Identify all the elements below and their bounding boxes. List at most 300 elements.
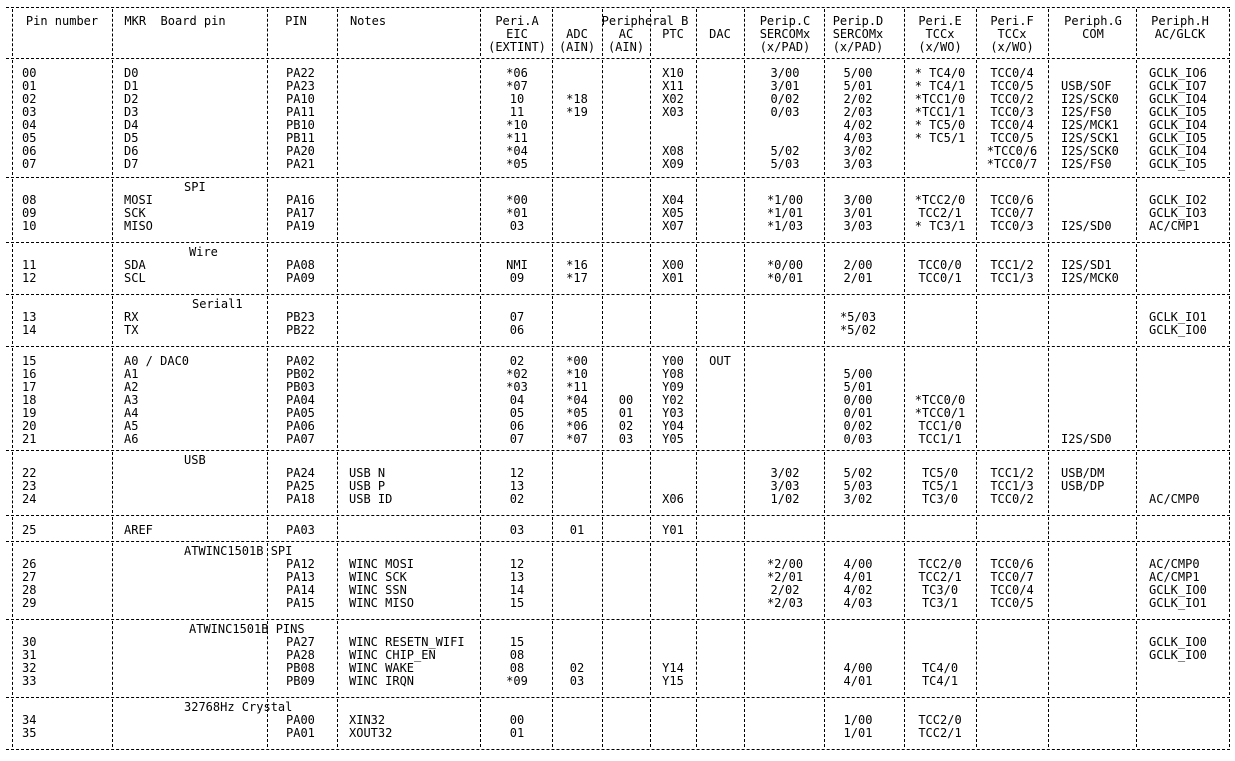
cell-peri-e: TCC1/0 xyxy=(918,419,962,433)
cell-periph-h: GCLK_IO5 xyxy=(1149,131,1207,145)
cell-periph-h: GCLK_IO4 xyxy=(1149,144,1207,158)
cell-ptc: X09 xyxy=(662,157,684,171)
cell-periph-h: GCLK_IO2 xyxy=(1149,193,1207,207)
cell-pin-number: 23 xyxy=(22,479,37,493)
header-cell: AC xyxy=(618,27,634,41)
cell-mkr-board-pin: D0 xyxy=(124,66,139,80)
header-cell: AC/GLCK xyxy=(1154,27,1206,41)
cell-adc: *06 xyxy=(566,419,588,433)
column-divider xyxy=(12,621,13,695)
cell-mkr-board-pin: A6 xyxy=(124,432,139,446)
column-divider xyxy=(1048,699,1049,747)
header-cell: Periph.H xyxy=(1151,14,1209,28)
column-divider xyxy=(904,348,905,448)
cell-perip-c: 3/01 xyxy=(770,79,800,93)
cell-pin: PA21 xyxy=(286,157,315,171)
cell-periph-h: GCLK_IO0 xyxy=(1149,635,1207,649)
cell-mkr-board-pin: A1 xyxy=(124,367,139,381)
cell-peri-a: 02 xyxy=(509,354,525,368)
cell-ptc: Y15 xyxy=(662,674,684,688)
column-divider xyxy=(12,244,13,292)
column-divider xyxy=(650,621,651,695)
cell-peri-f: TCC0/5 xyxy=(990,131,1034,145)
column-divider xyxy=(552,296,553,344)
cell-pin-number: 17 xyxy=(22,380,37,394)
cell-ptc: X00 xyxy=(662,258,684,272)
cell-mkr-board-pin: AREF xyxy=(124,523,153,537)
cell-perip-d: *5/03 xyxy=(839,310,877,324)
column-divider xyxy=(552,179,553,240)
column-divider xyxy=(976,452,977,513)
cell-peri-a: 03 xyxy=(509,219,525,233)
cell-mkr-board-pin: D5 xyxy=(124,131,139,145)
column-divider xyxy=(602,699,603,747)
column-divider xyxy=(1229,296,1230,344)
cell-peri-a: 15 xyxy=(509,596,525,610)
column-divider xyxy=(904,296,905,344)
cell-peri-f: TCC1/2 xyxy=(990,258,1034,272)
header-cell: TCCx xyxy=(925,27,955,41)
cell-periph-g: I2S/SCK1 xyxy=(1061,131,1119,145)
cell-peri-f: TCC0/3 xyxy=(990,219,1034,233)
cell-perip-c: 2/02 xyxy=(770,583,800,597)
cell-perip-d: 5/00 xyxy=(843,367,873,381)
cell-periph-g: I2S/FS0 xyxy=(1061,157,1112,171)
column-divider xyxy=(12,452,13,513)
cell-perip-d: 3/00 xyxy=(843,193,873,207)
cell-peri-f: TCC0/7 xyxy=(990,206,1034,220)
cell-pin-number: 20 xyxy=(22,419,37,433)
cell-peri-a: *05 xyxy=(506,157,528,171)
cell-pin-number: 11 xyxy=(22,258,37,272)
column-divider xyxy=(976,517,977,539)
cell-pin-number: 29 xyxy=(22,596,37,610)
cell-periph-h: GCLK_IO1 xyxy=(1149,310,1207,324)
column-divider xyxy=(112,244,113,292)
cell-peri-a: 04 xyxy=(509,393,525,407)
column-divider xyxy=(904,699,905,747)
cell-peri-a: *00 xyxy=(506,193,528,207)
column-divider xyxy=(480,517,481,539)
cell-perip-c: 0/03 xyxy=(770,105,800,119)
cell-peri-e: * TC4/1 xyxy=(914,79,966,93)
column-divider xyxy=(267,348,268,448)
separator-line xyxy=(6,697,1230,698)
cell-peri-f: TCC0/6 xyxy=(990,193,1034,207)
cell-perip-c: *2/03 xyxy=(766,596,804,610)
cell-adc: 01 xyxy=(569,523,585,537)
cell-adc: *10 xyxy=(566,367,588,381)
cell-peri-a: 05 xyxy=(509,406,525,420)
cell-peri-e: *TCC0/1 xyxy=(914,406,966,420)
column-divider xyxy=(480,179,481,240)
column-divider xyxy=(904,517,905,539)
column-divider xyxy=(904,244,905,292)
column-divider xyxy=(1136,517,1137,539)
column-divider xyxy=(1048,543,1049,617)
header-cell: (AIN) xyxy=(607,40,645,54)
cell-pin-number: 09 xyxy=(22,206,37,220)
cell-peri-a: *11 xyxy=(506,131,528,145)
column-divider xyxy=(112,348,113,448)
column-divider xyxy=(904,621,905,695)
cell-peri-e: TCC2/0 xyxy=(918,557,962,571)
column-divider xyxy=(696,452,697,513)
column-divider xyxy=(12,9,13,56)
cell-perip-c: 5/03 xyxy=(770,157,800,171)
cell-peri-e: TC3/0 xyxy=(921,583,959,597)
separator-line xyxy=(6,346,1230,347)
cell-peri-f: TCC0/2 xyxy=(990,92,1034,106)
column-divider xyxy=(976,9,977,56)
column-divider xyxy=(112,621,113,695)
column-divider xyxy=(904,452,905,513)
cell-perip-d: 3/03 xyxy=(843,219,873,233)
cell-adc: *17 xyxy=(566,271,588,285)
cell-perip-d: 4/00 xyxy=(843,557,873,571)
cell-perip-d: 3/03 xyxy=(843,157,873,171)
column-divider xyxy=(650,543,651,617)
cell-peri-e: TCC1/1 xyxy=(918,432,962,446)
cell-pin: PA15 xyxy=(286,596,315,610)
header-cell: (x/PAD) xyxy=(832,40,884,54)
cell-pin: PA00 xyxy=(286,713,315,727)
column-divider xyxy=(267,60,268,175)
cell-pin: PA04 xyxy=(286,393,315,407)
column-divider xyxy=(976,244,977,292)
column-divider xyxy=(552,517,553,539)
header-cell: SERCOMx xyxy=(759,27,811,41)
column-divider xyxy=(824,621,825,695)
cell-ptc: X01 xyxy=(662,271,684,285)
cell-pin-number: 32 xyxy=(22,661,37,675)
cell-perip-c: *2/00 xyxy=(766,557,804,571)
cell-mkr-board-pin: D2 xyxy=(124,92,139,106)
cell-periph-g: I2S/FS0 xyxy=(1061,105,1112,119)
cell-peri-a: 12 xyxy=(509,466,525,480)
column-divider xyxy=(602,179,603,240)
header-cell: Perip.D xyxy=(832,14,884,28)
cell-peri-a: 15 xyxy=(509,635,525,649)
cell-periph-h: GCLK_IO5 xyxy=(1149,105,1207,119)
cell-pin-number: 27 xyxy=(22,570,37,584)
cell-perip-d: 1/01 xyxy=(843,726,873,740)
section-title: 32768Hz Crystal xyxy=(184,700,293,714)
cell-peri-e: * TC3/1 xyxy=(914,219,966,233)
column-divider xyxy=(1229,348,1230,448)
cell-ptc: Y00 xyxy=(662,354,684,368)
section-title: Serial1 xyxy=(192,297,243,311)
column-divider xyxy=(696,621,697,695)
cell-peri-a: 03 xyxy=(509,523,525,537)
header-cell: TCCx xyxy=(997,27,1027,41)
cell-peri-a: *03 xyxy=(506,380,528,394)
cell-pin: PB22 xyxy=(286,323,315,337)
column-divider xyxy=(602,348,603,448)
cell-peri-a: 10 xyxy=(509,92,525,106)
separator-line xyxy=(6,58,1230,59)
column-divider xyxy=(1048,517,1049,539)
separator-line xyxy=(6,450,1230,451)
cell-periph-h: GCLK_IO5 xyxy=(1149,157,1207,171)
cell-pin: PA06 xyxy=(286,419,315,433)
cell-peri-a: 13 xyxy=(509,570,525,584)
column-divider xyxy=(480,543,481,617)
cell-pin-number: 12 xyxy=(22,271,37,285)
cell-pin: PA03 xyxy=(286,523,315,537)
cell-peri-f: TCC1/3 xyxy=(990,479,1034,493)
cell-peri-e: TC3/1 xyxy=(921,596,959,610)
cell-ptc: Y01 xyxy=(662,523,684,537)
cell-peri-f: TCC0/6 xyxy=(990,557,1034,571)
column-divider xyxy=(552,9,553,56)
cell-ptc: Y08 xyxy=(662,367,684,381)
column-divider xyxy=(12,348,13,448)
column-divider xyxy=(12,296,13,344)
cell-ac: 00 xyxy=(618,393,634,407)
column-divider xyxy=(824,348,825,448)
cell-periph-g: I2S/MCK0 xyxy=(1061,271,1119,285)
column-divider xyxy=(602,517,603,539)
column-divider xyxy=(480,9,481,56)
column-divider xyxy=(337,348,338,448)
column-divider xyxy=(552,60,553,175)
column-divider xyxy=(696,296,697,344)
separator-line xyxy=(6,515,1230,516)
cell-peri-f: TCC0/4 xyxy=(990,66,1034,80)
cell-ptc: X07 xyxy=(662,219,684,233)
cell-ptc: X08 xyxy=(662,144,684,158)
cell-perip-d: 0/01 xyxy=(843,406,873,420)
cell-periph-h: GCLK_IO0 xyxy=(1149,323,1207,337)
column-divider xyxy=(1048,179,1049,240)
cell-periph-g: USB/SOF xyxy=(1061,79,1112,93)
cell-perip-d: 4/01 xyxy=(843,570,873,584)
cell-perip-c: 3/03 xyxy=(770,479,800,493)
column-divider xyxy=(267,517,268,539)
column-divider xyxy=(976,348,977,448)
cell-mkr-board-pin: A5 xyxy=(124,419,139,433)
column-divider xyxy=(696,244,697,292)
cell-notes: WINC MISO xyxy=(349,596,415,610)
column-divider xyxy=(1136,621,1137,695)
cell-perip-d: 5/03 xyxy=(843,479,873,493)
section-title: Wire xyxy=(189,245,218,259)
column-divider xyxy=(1229,179,1230,240)
cell-peri-e: TC5/1 xyxy=(921,479,959,493)
column-divider xyxy=(337,60,338,175)
column-divider xyxy=(1136,699,1137,747)
cell-peri-f: TCC1/3 xyxy=(990,271,1034,285)
cell-perip-d: 4/03 xyxy=(843,131,873,145)
cell-pin-number: 33 xyxy=(22,674,37,688)
cell-pin: PA19 xyxy=(286,219,315,233)
column-divider xyxy=(1136,179,1137,240)
header-cell: (x/PAD) xyxy=(759,40,811,54)
cell-peri-a: 01 xyxy=(509,726,525,740)
column-divider xyxy=(904,60,905,175)
column-divider xyxy=(650,179,651,240)
cell-periph-g: I2S/SD0 xyxy=(1061,432,1112,446)
column-divider xyxy=(602,543,603,617)
cell-pin: PA05 xyxy=(286,406,315,420)
cell-peri-f: TCC1/2 xyxy=(990,466,1034,480)
header-cell: Perip.C xyxy=(759,14,811,28)
cell-peri-a: 14 xyxy=(509,583,525,597)
separator-line xyxy=(6,294,1230,295)
cell-adc: *18 xyxy=(566,92,588,106)
header-cell: Peripheral B xyxy=(601,14,689,28)
cell-pin-number: 21 xyxy=(22,432,37,446)
cell-pin: PB23 xyxy=(286,310,315,324)
cell-perip-c: *2/01 xyxy=(766,570,804,584)
column-divider xyxy=(267,244,268,292)
cell-pin: PA28 xyxy=(286,648,315,662)
cell-peri-a: *01 xyxy=(506,206,528,220)
cell-perip-d: 4/02 xyxy=(843,583,873,597)
column-divider xyxy=(1229,543,1230,617)
cell-perip-d: *5/02 xyxy=(839,323,877,337)
column-divider xyxy=(824,296,825,344)
column-divider xyxy=(650,452,651,513)
cell-notes: USB N xyxy=(349,466,386,480)
cell-pin: PA02 xyxy=(286,354,315,368)
cell-ac: 01 xyxy=(618,406,634,420)
cell-periph-g: I2S/MCK1 xyxy=(1061,118,1119,132)
column-divider xyxy=(337,9,338,56)
column-divider xyxy=(267,9,268,56)
column-divider xyxy=(1136,348,1137,448)
column-divider xyxy=(267,699,268,747)
cell-mkr-board-pin: A2 xyxy=(124,380,139,394)
cell-pin-number: 05 xyxy=(22,131,37,145)
column-divider xyxy=(824,179,825,240)
cell-peri-a: 07 xyxy=(509,310,525,324)
column-divider xyxy=(824,699,825,747)
section-title: ATWINC1501B PINS xyxy=(189,622,305,636)
cell-notes: WINC CHIP_EN xyxy=(349,648,436,662)
cell-periph-g: USB/DP xyxy=(1061,479,1105,493)
cell-peri-e: TC5/0 xyxy=(921,466,959,480)
separator-line xyxy=(6,242,1230,243)
cell-perip-c: 5/02 xyxy=(770,144,800,158)
cell-peri-e: TC4/0 xyxy=(921,661,959,675)
cell-mkr-board-pin: A3 xyxy=(124,393,139,407)
column-divider xyxy=(650,699,651,747)
column-divider xyxy=(112,60,113,175)
cell-pin-number: 15 xyxy=(22,354,37,368)
cell-mkr-board-pin: A4 xyxy=(124,406,139,420)
column-divider xyxy=(552,452,553,513)
column-divider xyxy=(112,452,113,513)
cell-peri-a: 07 xyxy=(509,432,525,446)
cell-pin-number: 02 xyxy=(22,92,37,106)
cell-periph-h: GCLK_IO3 xyxy=(1149,206,1207,220)
cell-peri-a: *02 xyxy=(506,367,528,381)
column-divider xyxy=(480,348,481,448)
cell-peri-a: 02 xyxy=(509,492,525,506)
cell-pin: PA24 xyxy=(286,466,315,480)
column-divider xyxy=(696,543,697,617)
header-cell: PIN xyxy=(285,14,307,28)
cell-pin: PA17 xyxy=(286,206,315,220)
cell-mkr-board-pin: SCK xyxy=(124,206,146,220)
cell-ptc: X02 xyxy=(662,92,684,106)
cell-peri-e: * TC5/0 xyxy=(914,118,966,132)
cell-adc: 03 xyxy=(569,674,585,688)
cell-ac: 02 xyxy=(618,419,634,433)
cell-pin-number: 13 xyxy=(22,310,37,324)
column-divider xyxy=(12,543,13,617)
column-divider xyxy=(696,179,697,240)
header-cell: DAC xyxy=(709,27,731,41)
cell-peri-a: *09 xyxy=(506,674,528,688)
cell-pin: PB11 xyxy=(286,131,315,145)
cell-peri-e: TC3/0 xyxy=(921,492,959,506)
column-divider xyxy=(602,452,603,513)
cell-perip-d: 5/02 xyxy=(843,466,873,480)
cell-periph-g: I2S/SCK0 xyxy=(1061,92,1119,106)
column-divider xyxy=(696,348,697,448)
cell-pin-number: 25 xyxy=(22,523,37,537)
cell-peri-a: 12 xyxy=(509,557,525,571)
cell-pin: PB03 xyxy=(286,380,315,394)
cell-perip-d: 4/02 xyxy=(843,118,873,132)
cell-perip-d: 2/03 xyxy=(843,105,873,119)
column-divider xyxy=(12,60,13,175)
column-divider xyxy=(744,621,745,695)
column-divider xyxy=(1229,699,1230,747)
cell-pin-number: 16 xyxy=(22,367,37,381)
cell-pin: PA20 xyxy=(286,144,315,158)
cell-adc: *04 xyxy=(566,393,588,407)
column-divider xyxy=(552,543,553,617)
cell-pin-number: 04 xyxy=(22,118,37,132)
cell-notes: USB ID xyxy=(349,492,393,506)
column-divider xyxy=(112,543,113,617)
column-divider xyxy=(112,9,113,56)
cell-ptc: Y04 xyxy=(662,419,684,433)
cell-pin: PA09 xyxy=(286,271,315,285)
cell-pin: PA23 xyxy=(286,79,315,93)
header-cell: Peri.E xyxy=(918,14,962,28)
column-divider xyxy=(1136,543,1137,617)
column-divider xyxy=(267,621,268,695)
cell-notes: WINC WAKE xyxy=(349,661,415,675)
header-cell: (EXTINT) xyxy=(488,40,546,54)
column-divider xyxy=(650,296,651,344)
column-divider xyxy=(480,621,481,695)
separator-line xyxy=(6,541,1230,542)
column-divider xyxy=(602,244,603,292)
cell-ptc: X03 xyxy=(662,105,684,119)
column-divider xyxy=(824,452,825,513)
column-divider xyxy=(744,452,745,513)
cell-notes: WINC SSN xyxy=(349,583,407,597)
column-divider xyxy=(744,9,745,56)
header-cell: Pin number xyxy=(25,14,99,28)
column-divider xyxy=(267,179,268,240)
column-divider xyxy=(1048,296,1049,344)
cell-peri-f: *TCC0/7 xyxy=(986,157,1038,171)
cell-peri-f: TCC0/5 xyxy=(990,79,1034,93)
column-divider xyxy=(744,179,745,240)
cell-perip-c: *0/01 xyxy=(766,271,804,285)
cell-peri-e: TC4/1 xyxy=(921,674,959,688)
column-divider xyxy=(744,517,745,539)
cell-periph-h: AC/CMP1 xyxy=(1149,219,1200,233)
header-cell: (x/WO) xyxy=(918,40,962,54)
